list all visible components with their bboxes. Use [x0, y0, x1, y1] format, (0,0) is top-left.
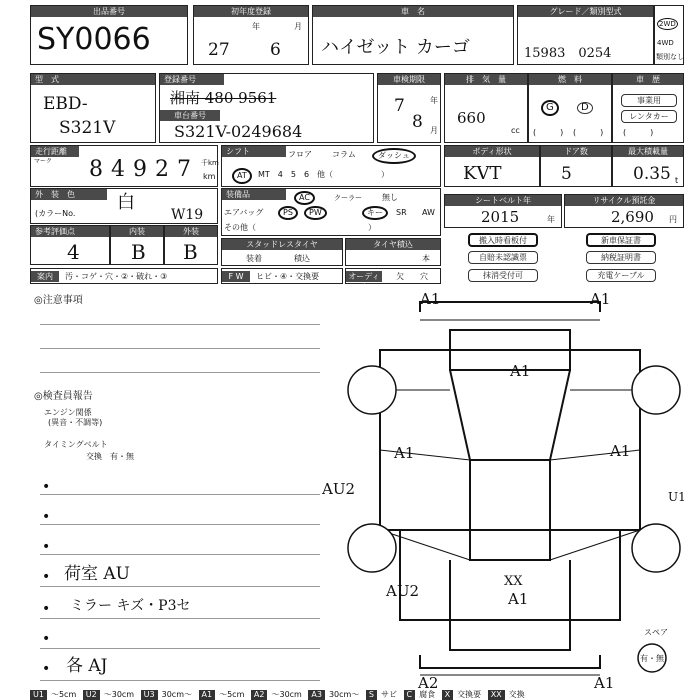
audio-label: オーディオ	[346, 271, 382, 282]
grade-box	[517, 5, 654, 65]
guide-row	[30, 268, 218, 284]
wheel-rear-left	[348, 524, 396, 572]
equip-key: キー	[362, 206, 388, 220]
body-type-value: KVT	[463, 163, 502, 184]
drive-type-box	[654, 5, 684, 65]
model-value-2: S321V	[59, 118, 116, 138]
bullet: •	[42, 509, 51, 525]
mileage-unit: km	[203, 172, 216, 181]
mileage-value: 84927	[89, 157, 199, 182]
equip-sr: SR	[396, 208, 407, 217]
note-line	[40, 348, 320, 349]
doors-value: 5	[561, 164, 572, 184]
doors-label: ドア数	[541, 146, 611, 157]
legend-item: XX 交換	[488, 690, 529, 699]
doc-warranty: 新車保証書	[586, 233, 656, 247]
mileage-mark: マーク	[34, 158, 53, 165]
interior-score-label: 内装	[111, 226, 163, 237]
displacement-label: 排 気 量	[445, 74, 527, 85]
studless-installed: 装着	[246, 254, 262, 263]
legend-item: A2 ～30cm	[251, 690, 306, 699]
car-name-label: 車 名	[313, 6, 513, 17]
equip-airbag: エアバッグ	[224, 208, 264, 217]
doc-insurance: 自賠未認識票	[468, 251, 538, 264]
body-type-label: ボディ形状	[445, 146, 539, 157]
bullet: •	[42, 539, 51, 555]
shift-at: AT	[232, 168, 252, 184]
note-line	[40, 372, 320, 373]
equipment-box	[221, 188, 441, 236]
chassis-value: S321V-0249684	[174, 122, 303, 141]
engine-label: エンジン関係	[44, 408, 92, 417]
shift-box	[221, 145, 441, 187]
caution-title: ◎注意事項	[34, 295, 83, 306]
inspection-box	[377, 73, 441, 143]
displacement-unit: cc	[511, 126, 520, 135]
studless-label: スタッドレスタイヤ	[222, 239, 342, 250]
color-no-value: W19	[171, 207, 204, 223]
seatbelt-label: シートベルト年	[445, 195, 561, 206]
bullet: •	[42, 631, 51, 647]
exterior-color-label: 外 装 色	[31, 189, 107, 200]
wheel-rear-right	[632, 524, 680, 572]
capacity-value: 0.35	[633, 164, 671, 184]
audio-row	[345, 268, 441, 292]
tire-box	[345, 238, 441, 266]
note-line	[40, 648, 320, 649]
seatbelt-box	[444, 194, 562, 228]
note-line	[40, 586, 320, 587]
damage-mark: A1	[394, 444, 415, 462]
registration-box	[159, 73, 374, 143]
exterior-score-label: 外装	[165, 226, 217, 237]
drive-4wd: 4WD	[657, 39, 674, 47]
damage-mark: A1	[420, 290, 441, 308]
note-line	[40, 680, 320, 681]
usage-history-label: 車 歴	[613, 74, 683, 85]
registration-label: 登録番号	[160, 74, 224, 85]
equip-ac: AC	[294, 191, 315, 205]
exterior-score-box	[164, 225, 218, 265]
displacement-box	[444, 73, 528, 143]
shift-gears: MT 4 5 6 他（ ）	[258, 170, 390, 179]
note-line	[40, 524, 320, 525]
interior-score-box	[110, 225, 164, 265]
bullet: •	[42, 601, 51, 617]
damage-mark: AU2	[386, 582, 420, 600]
note-handwritten-4: 各 AJ	[66, 656, 108, 676]
capacity-label: 最大積載量	[613, 146, 683, 157]
inspection-value: 7	[394, 96, 405, 116]
score-value: 4	[67, 240, 80, 264]
fuel-other-2: ( )	[573, 128, 604, 137]
mileage-box	[30, 145, 218, 187]
grade-label: グレード／類別型式	[518, 6, 653, 17]
interior-score-value: B	[131, 240, 146, 264]
vehicle-diagram	[340, 290, 690, 690]
timing-values: 交換 有・無	[86, 452, 134, 461]
drive-none: 類別なし	[656, 53, 684, 61]
shift-floor: フロア	[288, 150, 312, 159]
engine-sub: (異音・不調等)	[48, 418, 103, 427]
fuel-gasoline: G	[541, 100, 559, 116]
mileage-unit-top: 千km	[201, 159, 219, 167]
spare-values: 有・無	[640, 654, 664, 663]
recycle-box	[564, 194, 684, 228]
wheel-front-left	[348, 366, 396, 414]
guide-label: 案内	[31, 271, 59, 282]
equip-other: その他（ ）	[224, 223, 376, 232]
lot-number-value: SY0066	[37, 22, 151, 57]
legend-item: U3 30cm～	[141, 690, 196, 699]
note-line	[40, 494, 320, 495]
note-line	[40, 618, 320, 619]
fw-values: ヒビ・④・交換要	[256, 272, 320, 281]
car-name-box	[312, 5, 514, 65]
equip-ps: PS	[278, 206, 298, 220]
damage-mark: A1	[594, 674, 615, 692]
doc-deregistration: 抹消受付可	[468, 269, 538, 282]
body-type-box	[444, 145, 540, 187]
first-registration-label: 初年度登録	[194, 6, 308, 17]
bullet: •	[42, 661, 51, 677]
damage-mark: AU2	[322, 480, 356, 498]
fuel-other-1: ( )	[533, 128, 564, 137]
note-line	[40, 554, 320, 555]
wheel-front-right	[632, 366, 680, 414]
recycle-unit: 円	[669, 215, 677, 224]
equipment-label: 装備品	[222, 189, 286, 200]
year-unit: 年	[252, 22, 260, 31]
doc-charge-cable: 充電ケーブル	[586, 269, 656, 282]
legend-item: U1 ～5cm	[30, 690, 80, 699]
studless-box	[221, 238, 343, 266]
shift-label: シフト	[222, 146, 286, 157]
inspection-value-2: 8	[412, 112, 423, 132]
first-registration-month: 6	[270, 40, 281, 60]
recycle-value: 2,690	[611, 208, 654, 226]
equip-aw: AW	[422, 208, 435, 217]
month-unit: 月	[294, 22, 302, 31]
note-handwritten-2: ミラー キズ・P3セ	[70, 598, 191, 614]
damage-mark: XX	[504, 574, 523, 589]
damage-mark: A1	[508, 590, 529, 608]
exterior-color-box	[30, 188, 218, 224]
capacity-box	[612, 145, 684, 187]
legend-item: A1 ～5cm	[199, 690, 249, 699]
bullet: •	[42, 569, 51, 585]
score-label: 参考評価点	[31, 226, 109, 237]
fuel-label: 燃 料	[529, 74, 611, 85]
usage-history-box	[612, 73, 684, 143]
registration-value: 湘南 480 9561	[170, 89, 277, 107]
score-box	[30, 225, 110, 265]
audio-hole: 穴	[420, 272, 428, 281]
car-name-value: ハイゼット カーゴ	[321, 37, 470, 58]
model-label: 型 式	[31, 74, 155, 85]
shift-column: コラム	[332, 150, 356, 159]
guide-values: 汚・コゲ・穴・②・破れ・③	[65, 272, 168, 281]
exterior-score-value: B	[183, 240, 198, 264]
legend-item: U2 ～30cm	[83, 690, 138, 699]
note-handwritten-1: 荷室 AU	[64, 564, 131, 584]
note-line	[40, 324, 320, 325]
shift-dash: ダッシュ	[372, 148, 416, 164]
fuel-diesel: D	[577, 102, 593, 114]
equip-pw: PW	[304, 206, 327, 220]
usage-rental: レンタカー	[621, 110, 677, 123]
inspection-label: 車検期限	[378, 74, 440, 85]
damage-mark: U1	[668, 490, 686, 504]
damage-mark: A1	[510, 362, 531, 380]
damage-mark: A1	[610, 442, 631, 460]
legend-item: C 腐食	[404, 690, 440, 699]
fw-label: F W	[222, 271, 250, 282]
inspector-title: ◎検査員報告	[34, 391, 93, 402]
displacement-value: 660	[457, 109, 486, 127]
fuel-box	[528, 73, 612, 143]
seatbelt-unit: 年	[547, 215, 555, 224]
spare-label: スペア	[644, 628, 668, 637]
seatbelt-value: 2015	[481, 208, 520, 226]
usage-commercial: 事業用	[621, 94, 677, 107]
fw-row	[221, 268, 343, 284]
chassis-label: 車台番号	[160, 110, 220, 121]
damage-mark: A1	[590, 290, 611, 308]
equip-cooler: クーラー	[334, 194, 362, 202]
legend-item: X 交換要	[442, 690, 485, 699]
doc-signboard: 搬入時看板付	[468, 233, 538, 247]
inspection-month-unit: 月	[430, 126, 438, 135]
legend-item: A3 30cm～	[308, 690, 363, 699]
usage-other: ( )	[623, 128, 654, 137]
recycle-label: リサイクル預託金	[565, 195, 683, 206]
grade-value: 15983 0254	[524, 46, 612, 61]
timing-label: タイミングベルト	[44, 440, 108, 449]
capacity-unit: t	[675, 176, 679, 185]
mileage-label: 走行距離	[31, 146, 79, 157]
doors-box	[540, 145, 612, 187]
tire-unit: 本	[422, 254, 430, 263]
first-registration-box	[193, 5, 309, 65]
bullet: •	[42, 479, 51, 495]
equip-none: 無し	[382, 193, 398, 202]
first-registration-year: 27	[208, 40, 230, 60]
damage-legend	[30, 690, 694, 700]
tire-label: タイヤ積込	[346, 239, 440, 250]
legend-item: S サビ	[366, 690, 401, 699]
doc-tax: 納税証明書	[586, 251, 656, 264]
model-value-1: EBD-	[43, 94, 88, 114]
audio-missing: 欠	[396, 272, 404, 281]
drive-2wd: 2WD	[659, 20, 676, 28]
lot-number-box	[30, 5, 188, 65]
exterior-color-value: 白	[117, 192, 135, 213]
studless-loaded: 積込	[294, 254, 310, 263]
model-box	[30, 73, 156, 143]
lot-number-label: 出品番号	[31, 6, 187, 17]
damage-mark: A2	[418, 674, 439, 692]
color-no-label: (カラーNo.	[35, 209, 76, 218]
inspection-year-unit: 年	[430, 96, 438, 105]
